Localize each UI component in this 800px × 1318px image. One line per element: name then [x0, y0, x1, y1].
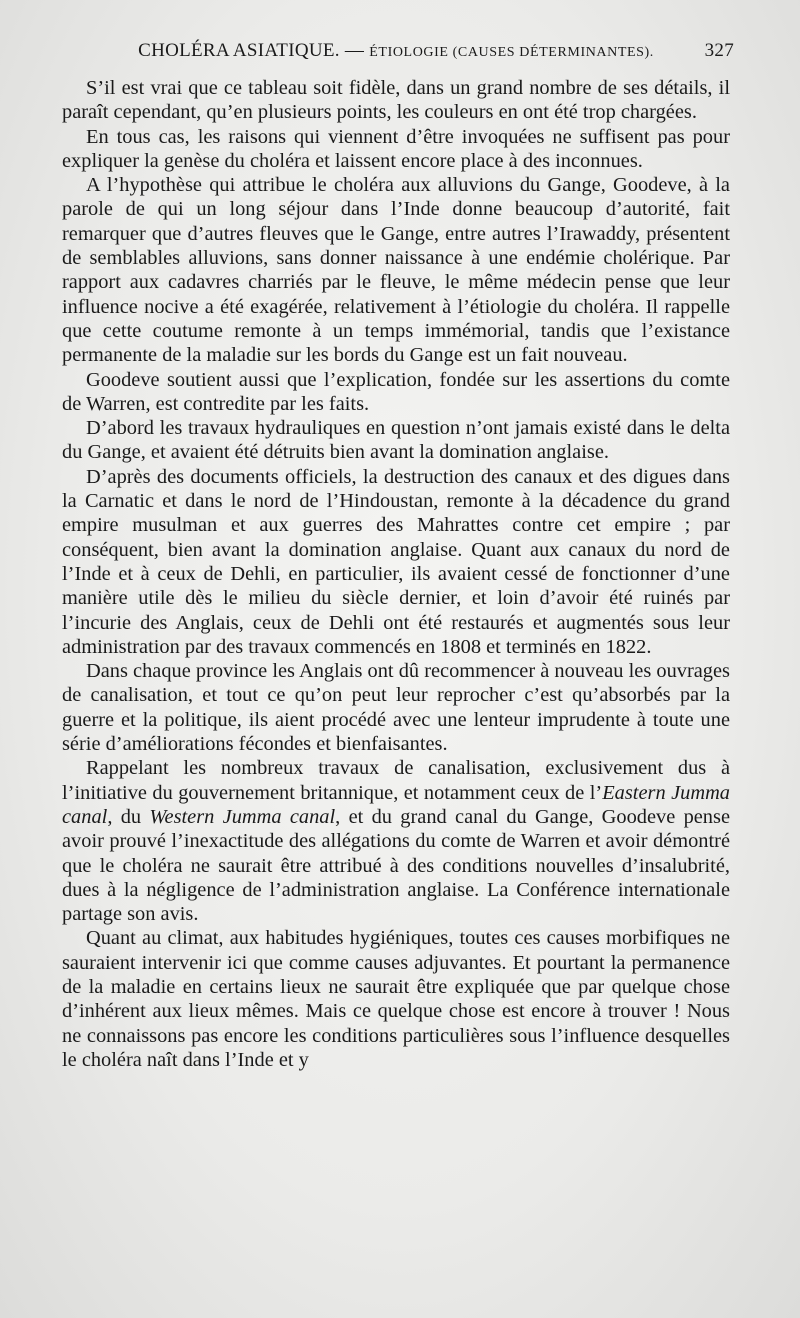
running-head [62, 40, 734, 76]
body-text [62, 76, 730, 1072]
paragraph-5: D’abord les travaux hydrauliques en question n’ont jamais existé dans le delta du Gange, et avaient été détruits bien avant la domination anglaise. [62, 417, 730, 464]
paragraph-7: Dans chaque province les Anglais ont dû recommencer à nouveau les ouvrages de canalisation, et tout ce qu’on peut leur reprocher c’est qu’absorbés par la guerre et la politique, ils aient procédé avec une lenteur imprudente à toute une série d’améliorations fécondes et bienfaisantes. [62, 660, 730, 756]
paragraph-8-text-start: Rappelant les nombreux travaux de canalisation, exclusivement dus à l’initiative du gouvernement britannique, et notamment ceux de l’ [62, 757, 730, 804]
paragraph-2: En tous cas, les raisons qui viennent d’être invoquées ne suffisent pas pour expliquer la genèse du choléra et laissent encore place à des inconnues. [62, 125, 730, 172]
page-number: 327 [704, 40, 734, 61]
paragraph-1: S’il est vrai que ce tableau soit fidèle, dans un grand nombre de ses détails, il paraît cependant, qu’en plusieurs points, les couleurs en ont été trop chargées. [62, 77, 730, 124]
eastern-jumma-canal: Eastern Jumma canal [62, 781, 730, 828]
paragraph-6: D’après des documents officiels, la destruction des canaux et des digues dans la Carnatic et dans le nord de l’Hindoustan, remonte à la décadence du grand empire musulman et aux guerres des Mahrattes contre cet empire ; par conséquent, bien avant la domination anglaise. Quant aux canaux du nord de l’Inde et à ceux de Dehli, en particulier, ils avaient cessé de fonctionner d’une manière utile dès le milieu du siècle dernier, et loin d’avoir été ruinés par l’incurie des Anglais, ceux de Dehli ont été restaurés et augmentés sous leur administration par des travaux commencés en 1808 et terminés en 1822. [62, 465, 730, 658]
running-head-title: CHOLÉRA ASIATIQUE. [138, 40, 340, 61]
running-head-section: ÉTIOLOGIE (CAUSES DÉTERMINANTES). [369, 45, 654, 60]
paragraph-3: A l’hypothèse qui attribue le choléra aux alluvions du Gange, Goodeve, à la parole de qui un long séjour dans l’Inde donne beaucoup d’autorité, fait remarquer que d’autres fleuves que le Gange, entre autres l’Irawaddy, présentent de semblables alluvions, sans donner naissance à une endémie cholérique. Par rapport aux cadavres charriés par le fleuve, le même médecin pense que leur influence nocive a été exagérée, relativement à l’étiologie du choléra. Il rappelle que cette coutume remonte à un temps immémorial, tandis que l’existance permanente de la maladie sur les bords du Gange est un fait nouveau. [62, 174, 730, 367]
paragraph-8 [62, 756, 730, 926]
running-head-dash: — [344, 40, 365, 61]
paragraph-8-text-middle: , du [107, 805, 150, 828]
western-jumma-canal: Western Jumma canal [149, 805, 336, 828]
paragraph-4: Goodeve soutient aussi que l’explication, fondée sur les assertions du comte de Warren, est contredite par les faits. [62, 368, 730, 415]
paragraph-8-text-end: , et du grand canal du Gange, Goodeve pense avoir prouvé l’inexactitude des allégations du comte de Warren et avoir démontré que le choléra ne saurait être attribué à des conditions nouvelles d’insalubrité, dues à la négligence de l’administration anglaise. La Conférence internationale partage son avis. [62, 805, 730, 926]
paragraph-9: Quant au climat, aux habitudes hygiéniques, toutes ces causes morbifiques ne sauraient intervenir ici que comme causes adjuvantes. Et pourtant la permanence de la maladie en certains lieux ne saurait être expliquée que par quelque chose d’inhérent aux lieux mêmes. Mais ce quelque chose est encore à trouver ! Nous ne connaissons pas encore les conditions particulières sous l’influence desquelles le choléra naît dans l’Inde et y [62, 927, 730, 1071]
